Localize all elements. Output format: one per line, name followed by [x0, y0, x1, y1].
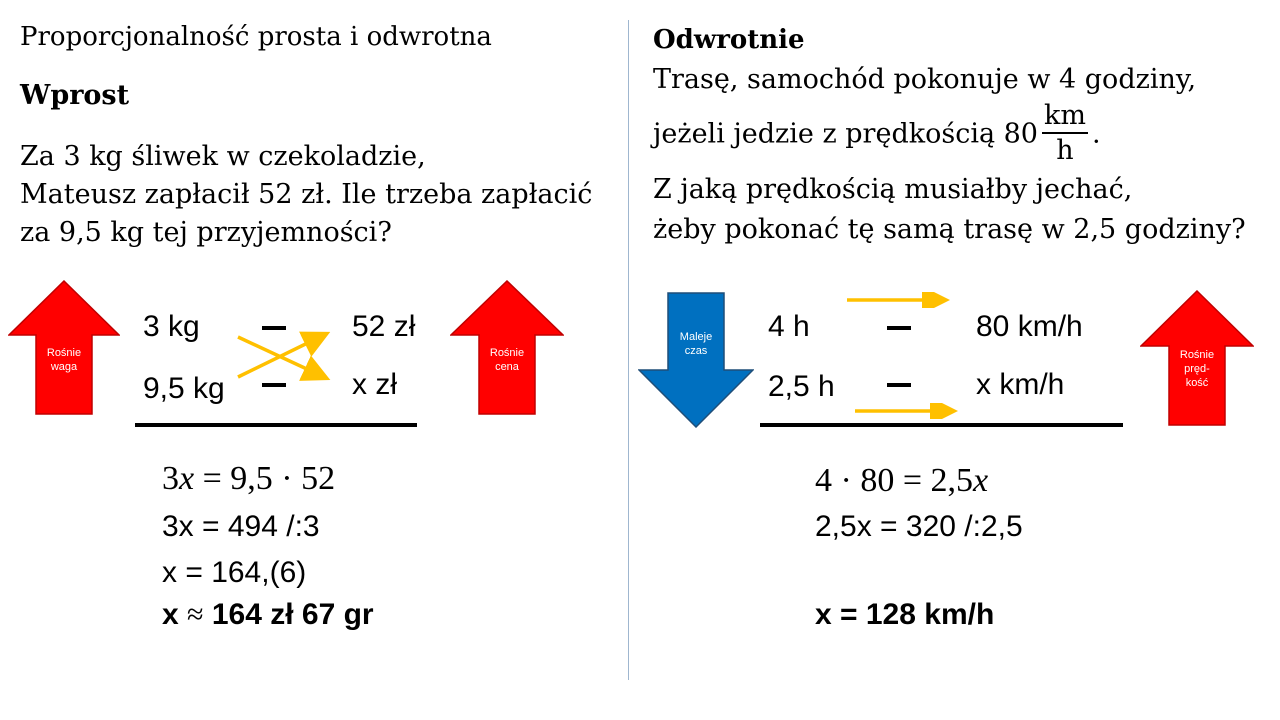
equation-4-result [162, 598, 374, 632]
equation-1 [162, 460, 335, 498]
down-arrow-icon [638, 292, 754, 428]
approx-symbol: ≈ [187, 598, 204, 631]
section-heading-wprost: Wprost [20, 80, 130, 111]
arrow-label: Maleje [679, 331, 713, 343]
arrow-label: kość [1185, 377, 1209, 389]
result-value: 164 zł 67 gr [211, 598, 374, 631]
yellow-arrow-icon [845, 292, 955, 308]
equation-term: 3 [162, 460, 179, 497]
yellow-arrow-icon [853, 403, 963, 419]
cross-arrows-icon [230, 325, 340, 385]
dash-separator [887, 383, 911, 387]
arrow-label: pręd- [1184, 363, 1210, 375]
row1-quantity: 3 kg [143, 310, 200, 343]
vertical-divider [628, 20, 629, 680]
fraction-numerator: km [1042, 100, 1088, 134]
problem-text-wprost [20, 138, 592, 252]
up-arrow-icon [8, 280, 120, 415]
arrow-label: czas [684, 345, 708, 357]
problem-line: za 9,5 kg tej przyjemności? [20, 217, 392, 248]
arrow-label: Rośnie [1179, 349, 1215, 361]
row2-price: x zł [352, 368, 397, 401]
arrow-label: waga [50, 361, 78, 373]
up-arrow-icon [450, 280, 564, 415]
row2-time: 2,5 h [768, 370, 835, 403]
table-underline [135, 423, 417, 427]
unit-fraction [1042, 100, 1088, 168]
row2-quantity: 9,5 kg [143, 372, 225, 405]
problem-text: jeżeli jedzie z prędkością 80 [653, 118, 1038, 150]
equation-2: 2,5x = 320 /:2,5 [815, 510, 1023, 543]
equation-3-result: x = 128 km/h [815, 598, 995, 631]
fraction-denominator: h [1056, 135, 1074, 166]
problem-line-with-fraction [653, 100, 1101, 168]
table-underline [760, 423, 1123, 427]
problem-line: Trasę, samochód pokonuje w 4 godziny, [653, 64, 1197, 95]
row1-price: 52 zł [352, 310, 416, 343]
problem-text: . [1091, 118, 1101, 150]
up-arrow-icon [1140, 290, 1254, 426]
row1-speed: 80 km/h [976, 310, 1083, 343]
equation-variable: x [973, 462, 989, 499]
row1-time: 4 h [768, 310, 810, 343]
dash-separator [887, 326, 911, 330]
equation-3: x = 164,(6) [162, 556, 307, 589]
section-heading-odwrotnie: Odwrotnie [653, 25, 805, 55]
problem-line: Za 3 kg śliwek w czekoladzie, [20, 141, 426, 172]
problem-line: Mateusz zapłacił 52 zł. Ile trzeba zapłacić [20, 179, 593, 210]
equation-term: = 9,5 · 52 [202, 460, 336, 497]
problem-line: żeby pokonać tę samą trasę w 2,5 godziny? [653, 214, 1246, 245]
equation-2: 3x = 494 /:3 [162, 510, 320, 543]
equation-term: 4 · 80 = 2,5 [815, 462, 973, 499]
problem-line: Z jaką prędkością musiałby jechać, [653, 174, 1133, 205]
equation-variable: x [179, 460, 195, 497]
arrow-label: Rośnie [46, 347, 82, 359]
row2-speed: x km/h [976, 368, 1065, 401]
arrow-label: Rośnie [489, 347, 525, 359]
page-title: Proporcjonalność prosta i odwrotna [20, 22, 492, 52]
equation-1 [815, 462, 988, 500]
result-variable: x [162, 598, 179, 631]
arrow-label: cena [495, 361, 519, 373]
